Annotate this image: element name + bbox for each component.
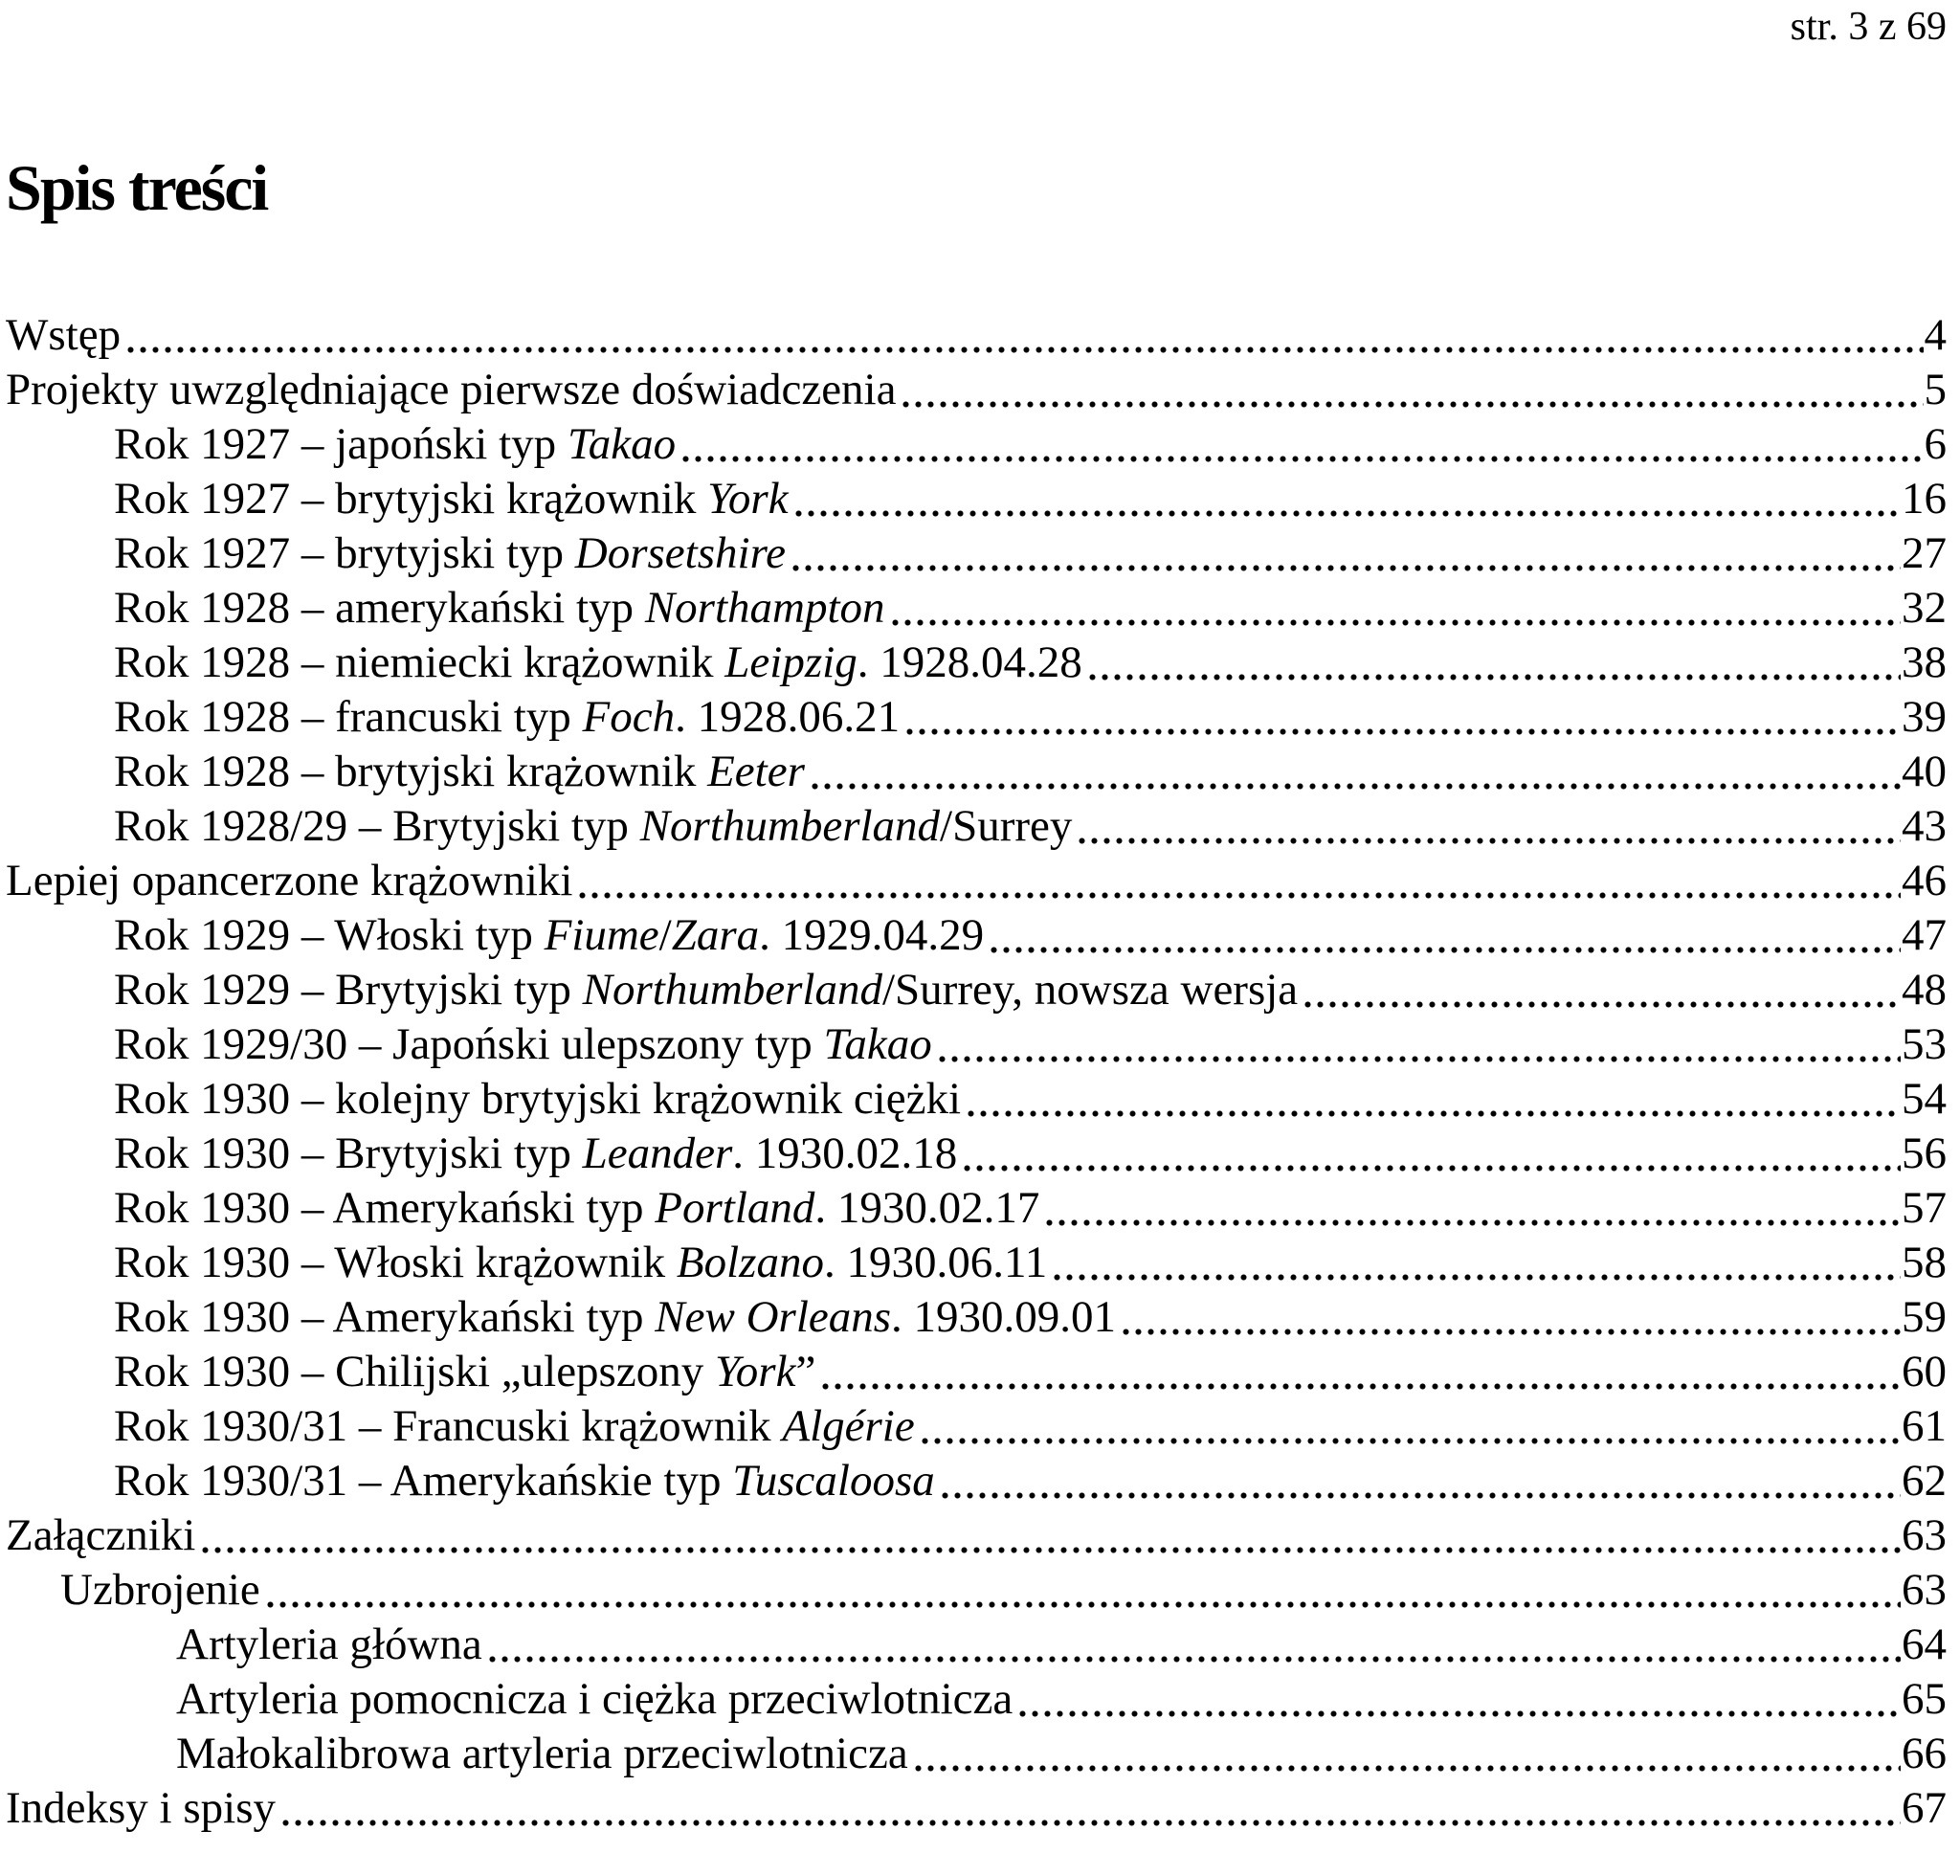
- dot-leader: [1014, 1672, 1901, 1727]
- toc-entry-label: [114, 1181, 1039, 1236]
- toc-entry[interactable]: [6, 1727, 1947, 1781]
- ship-name: York: [714, 1347, 796, 1397]
- ship-name: Takao: [567, 419, 677, 470]
- toc-entry-page-number: 40: [1902, 747, 1947, 797]
- toc-entry-page-number: 5: [1924, 365, 1947, 415]
- entry-text: . 1929.04.29: [759, 910, 985, 961]
- dot-leader: [937, 1454, 1901, 1508]
- entry-text: Rok 1930/31 – Amerykańskie typ: [114, 1456, 733, 1507]
- dot-leader: [917, 1399, 1901, 1454]
- toc-entry-label: [114, 799, 1072, 854]
- entry-text: . 1928.06.21: [675, 692, 901, 743]
- toc-entry-page-number: 4: [1924, 310, 1947, 361]
- toc-entry-label: [114, 690, 900, 745]
- toc-entry-label: [6, 1781, 276, 1836]
- toc-entry[interactable]: [6, 308, 1947, 363]
- toc-entry-label: [114, 1454, 935, 1508]
- toc-entry-page-number: 16: [1902, 474, 1947, 525]
- toc-entry-label: [114, 526, 786, 581]
- entry-text: . 1928.04.28: [857, 637, 1082, 688]
- dot-leader: [963, 1072, 1901, 1127]
- dot-leader: [1300, 963, 1901, 1017]
- entry-text: /Surrey, nowsza wersja: [881, 965, 1299, 1016]
- toc-entry-page-number: 38: [1902, 637, 1947, 688]
- ship-name: Dorsetshire: [574, 528, 786, 579]
- entry-text: Artyleria pomocnicza i ciężka przeciwlotnicza: [176, 1674, 1013, 1725]
- dot-leader: [986, 908, 1901, 963]
- toc-entry-page-number: 6: [1924, 419, 1947, 470]
- entry-text: Rok 1927 – brytyjski typ: [114, 528, 575, 579]
- entry-text: Lepiej opancerzone krążowniki: [6, 856, 573, 906]
- entry-text: /Surrey: [940, 801, 1073, 852]
- toc-entry[interactable]: [6, 799, 1947, 854]
- toc-entry[interactable]: [6, 581, 1947, 636]
- toc-entry[interactable]: [6, 417, 1947, 472]
- toc-entry[interactable]: [6, 854, 1947, 908]
- ship-name: Portland: [655, 1183, 815, 1234]
- toc-entry-label: [114, 1345, 815, 1399]
- dot-leader: [122, 308, 1923, 363]
- entry-text: Rok 1930 – kolejny brytyjski krążownik ciężki: [114, 1074, 962, 1125]
- entry-text: Projekty uwzględniające pierwsze doświadczenia: [6, 365, 897, 415]
- toc-entry[interactable]: [6, 1127, 1947, 1181]
- table-of-contents: [6, 308, 1947, 1836]
- toc-entry-label: [114, 908, 984, 963]
- toc-entry-label: [114, 1127, 957, 1181]
- entry-text: Rok 1929 – Włoski typ: [114, 910, 545, 961]
- toc-entry-page-number: 62: [1902, 1456, 1947, 1507]
- toc-entry-page-number: 54: [1902, 1074, 1947, 1125]
- ship-name: Takao: [823, 1019, 932, 1070]
- toc-entry-page-number: 59: [1902, 1292, 1947, 1343]
- entry-text: Załączniki: [6, 1510, 196, 1561]
- dot-leader: [1084, 636, 1901, 690]
- toc-entry[interactable]: [6, 1236, 1947, 1290]
- ship-name: Leander: [582, 1128, 733, 1179]
- dot-leader: [902, 690, 1901, 745]
- entry-text: Indeksy i spisy: [6, 1783, 276, 1834]
- ship-name: Zara: [671, 910, 760, 961]
- toc-entry-page-number: 61: [1902, 1401, 1947, 1452]
- entry-text: /: [658, 910, 672, 961]
- dot-leader: [197, 1508, 1901, 1563]
- dot-leader: [807, 745, 1901, 799]
- entry-text: Uzbrojenie: [60, 1565, 260, 1616]
- toc-entry-page-number: 67: [1902, 1783, 1947, 1834]
- toc-entry[interactable]: [6, 1181, 1947, 1236]
- entry-text: Artyleria główna: [176, 1619, 482, 1670]
- toc-entry-label: [176, 1727, 908, 1781]
- dot-leader: [817, 1345, 1901, 1399]
- toc-entry-page-number: 63: [1902, 1510, 1947, 1561]
- entry-text: Rok 1930 – Chilijski „ulepszony: [114, 1347, 715, 1397]
- entry-text: Rok 1928/29 – Brytyjski typ: [114, 801, 640, 852]
- dot-leader: [959, 1127, 1901, 1181]
- dot-leader: [1118, 1290, 1901, 1345]
- toc-entry-page-number: 32: [1902, 583, 1947, 634]
- toc-entry[interactable]: [6, 1017, 1947, 1072]
- toc-entry-label: [114, 636, 1082, 690]
- toc-entry-label: [60, 1563, 260, 1618]
- dot-leader: [934, 1017, 1901, 1072]
- entry-text: Rok 1927 – japoński typ: [114, 419, 568, 470]
- toc-entry-label: [114, 1399, 915, 1454]
- dot-leader: [484, 1618, 1901, 1672]
- toc-entry-label: [176, 1672, 1013, 1727]
- ship-name: York: [707, 474, 789, 525]
- entry-text: Rok 1928 – amerykański typ: [114, 583, 645, 634]
- ship-name: Foch: [582, 692, 676, 743]
- toc-entry[interactable]: [6, 363, 1947, 417]
- toc-entry[interactable]: [6, 1399, 1947, 1454]
- dot-leader: [1049, 1236, 1901, 1290]
- toc-entry-label: [114, 963, 1298, 1017]
- toc-entry-label: [114, 1017, 932, 1072]
- entry-text: . 1930.06.11: [823, 1238, 1048, 1288]
- ship-name: Northumberland: [582, 965, 882, 1016]
- dot-leader: [1041, 1181, 1901, 1236]
- toc-entry[interactable]: [6, 963, 1947, 1017]
- toc-entry-label: [6, 363, 896, 417]
- dot-leader: [262, 1563, 1901, 1618]
- ship-name: Leipzig: [724, 637, 858, 688]
- toc-entry-label: [114, 1236, 1047, 1290]
- toc-entry[interactable]: [6, 1563, 1947, 1618]
- toc-entry[interactable]: [6, 745, 1947, 799]
- toc-entry-label: [114, 1290, 1116, 1345]
- toc-entry-label: [176, 1618, 482, 1672]
- page-number-indicator: str. 3 z 69: [1790, 5, 1947, 49]
- toc-entry[interactable]: [6, 1072, 1947, 1127]
- toc-entry[interactable]: [6, 636, 1947, 690]
- toc-entry-page-number: 65: [1902, 1674, 1947, 1725]
- toc-entry[interactable]: [6, 908, 1947, 963]
- toc-entry-page-number: 56: [1902, 1128, 1947, 1179]
- ship-name: Fiume: [544, 910, 659, 961]
- toc-entry-page-number: 48: [1902, 965, 1947, 1016]
- toc-entry-label: [6, 308, 121, 363]
- entry-text: ”: [795, 1347, 816, 1397]
- toc-entry[interactable]: [6, 526, 1947, 581]
- entry-text: Rok 1930 – Włoski krążownik: [114, 1238, 677, 1288]
- toc-entry-page-number: 46: [1902, 856, 1947, 906]
- toc-entry-page-number: 60: [1902, 1347, 1947, 1397]
- ship-name: New Orleans: [655, 1292, 892, 1343]
- ship-name: Tuscaloosa: [732, 1456, 935, 1507]
- entry-text: . 1930.02.18: [732, 1128, 958, 1179]
- toc-entry-page-number: 63: [1902, 1565, 1947, 1616]
- entry-text: Rok 1930 – Amerykański typ: [114, 1183, 656, 1234]
- entry-text: Rok 1930 – Amerykański typ: [114, 1292, 656, 1343]
- toc-entry-page-number: 39: [1902, 692, 1947, 743]
- toc-entry-page-number: 43: [1902, 801, 1947, 852]
- dot-leader: [574, 854, 1901, 908]
- dot-leader: [678, 417, 1923, 472]
- dot-leader: [887, 581, 1901, 636]
- toc-entry-page-number: 27: [1902, 528, 1947, 579]
- entry-text: Rok 1928 – niemiecki krążownik: [114, 637, 725, 688]
- dot-leader: [788, 526, 1901, 581]
- toc-entry[interactable]: [6, 1454, 1947, 1508]
- dot-leader: [910, 1727, 1901, 1781]
- entry-text: . 1930.09.01: [891, 1292, 1117, 1343]
- entry-text: Rok 1930/31 – Francuski krążownik: [114, 1401, 783, 1452]
- toc-entry[interactable]: [6, 1781, 1947, 1836]
- toc-entry-label: [6, 854, 572, 908]
- entry-text: Małokalibrowa artyleria przeciwlotnicza: [176, 1729, 908, 1779]
- toc-entry[interactable]: [6, 472, 1947, 526]
- entry-text: Rok 1929 – Brytyjski typ: [114, 965, 583, 1016]
- toc-entry[interactable]: [6, 1618, 1947, 1672]
- entry-text: Rok 1927 – brytyjski krążownik: [114, 474, 708, 525]
- toc-entry-page-number: 64: [1902, 1619, 1947, 1670]
- toc-entry[interactable]: [6, 1508, 1947, 1563]
- toc-entry-label: [6, 1508, 195, 1563]
- ship-name: Eeter: [707, 747, 805, 797]
- toc-entry-label: [114, 472, 789, 526]
- toc-entry-page-number: 58: [1902, 1238, 1947, 1288]
- entry-text: Wstęp: [6, 310, 122, 361]
- toc-entry-label: [114, 1072, 961, 1127]
- entry-text: Rok 1928 – francuski typ: [114, 692, 583, 743]
- toc-entry[interactable]: [6, 1345, 1947, 1399]
- ship-name: Northumberland: [639, 801, 941, 852]
- toc-entry-page-number: 66: [1902, 1729, 1947, 1779]
- toc-entry-label: [114, 417, 676, 472]
- toc-entry-label: [114, 581, 885, 636]
- toc-entry-label: [114, 745, 805, 799]
- toc-entry[interactable]: [6, 1672, 1947, 1727]
- ship-name: Northampton: [644, 583, 885, 634]
- ship-name: Bolzano: [676, 1238, 824, 1288]
- toc-entry-page-number: 57: [1902, 1183, 1947, 1234]
- toc-entry[interactable]: [6, 1290, 1947, 1345]
- dot-leader: [1074, 799, 1901, 854]
- entry-text: Rok 1929/30 – Japoński ulepszony typ: [114, 1019, 824, 1070]
- dot-leader: [898, 363, 1923, 417]
- entry-text: . 1930.02.17: [814, 1183, 1040, 1234]
- entry-text: Rok 1928 – brytyjski krążownik: [114, 747, 708, 797]
- toc-entry-page-number: 47: [1902, 910, 1947, 961]
- toc-entry[interactable]: [6, 690, 1947, 745]
- toc-entry-page-number: 53: [1902, 1019, 1947, 1070]
- page-title: Spis treści: [6, 151, 268, 225]
- dot-leader: [791, 472, 1901, 526]
- ship-name: Algérie: [782, 1401, 915, 1452]
- entry-text: Rok 1930 – Brytyjski typ: [114, 1128, 583, 1179]
- dot-leader: [278, 1781, 1901, 1836]
